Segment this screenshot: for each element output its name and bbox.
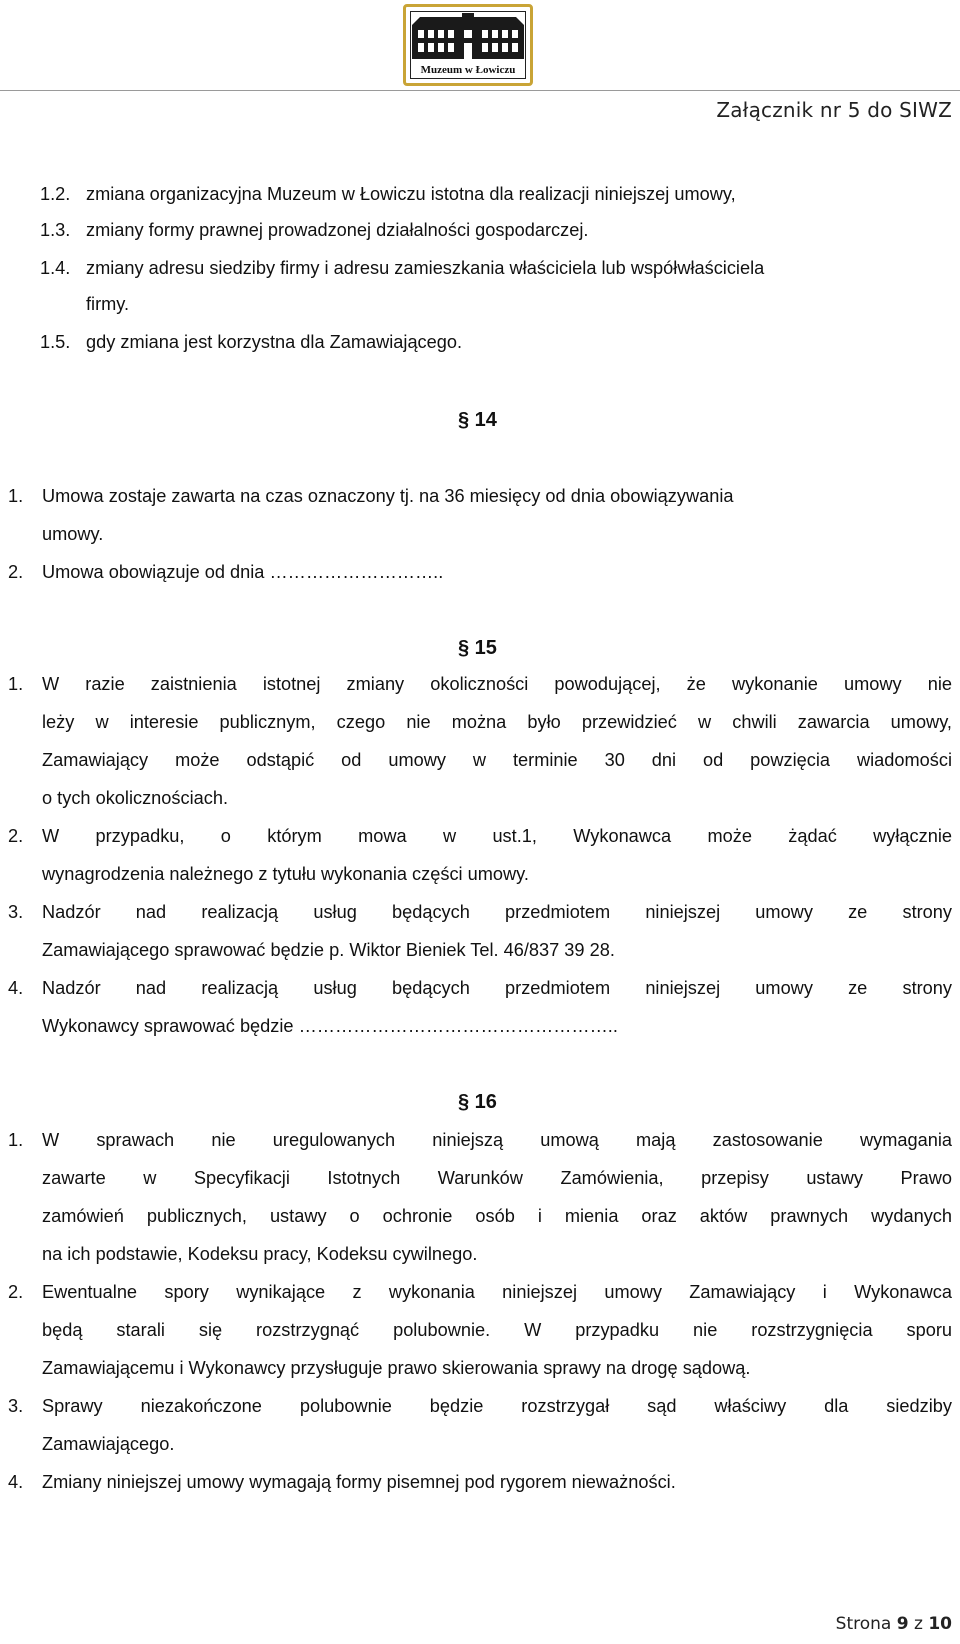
item-number: 1.4. bbox=[40, 258, 71, 278]
section-heading-14: § 14 bbox=[458, 409, 497, 431]
section-item-number: 2. bbox=[8, 1282, 24, 1302]
section-item-number: 1. bbox=[8, 486, 24, 506]
item-number: 1.3. bbox=[40, 220, 71, 240]
section-item-line: zamówień publicznych, ustawy o ochronie osób i mienia oraz aktów prawnych wydanych bbox=[42, 1206, 952, 1226]
section-item-line: Umowa zostaje zawarta na czas oznaczony tj. na 36 miesięcy od dnia obowiązywania bbox=[42, 486, 734, 506]
total-page-number: 10 bbox=[928, 1614, 952, 1634]
section-item-line: Zmiany niniejszej umowy wymagają formy pisemnej pod rygorem nieważności. bbox=[42, 1472, 676, 1492]
section-item-line: o tych okolicznościach. bbox=[42, 788, 229, 808]
item-number: 1.5. bbox=[40, 332, 71, 352]
item-text: zmiana organizacyjna Muzeum w Łowiczu istotna dla realizacji niniejszej umowy, bbox=[86, 184, 736, 204]
section-item-line: Nadzór nad realizacją usług będących przedmiotem niniejszej umowy ze strony bbox=[42, 902, 952, 922]
section-item-line: W przypadku, o którym mowa w ust.1, Wykonawca może żądać wyłącznie bbox=[42, 826, 952, 846]
item-number: 1.2. bbox=[40, 184, 71, 204]
section-item-line: zawarte w Specyfikacji Istotnych Warunków Zamówienia, przepisy ustawy Prawo bbox=[42, 1168, 952, 1188]
section-item-number: 4. bbox=[8, 1472, 24, 1492]
page-footer bbox=[836, 1614, 952, 1634]
footer-mid: z bbox=[908, 1614, 929, 1634]
section-item-line: Zamawiającego. bbox=[42, 1434, 175, 1454]
section-item-number: 2. bbox=[8, 826, 24, 846]
section-item-number: 1. bbox=[8, 1130, 24, 1150]
section-item-line: na ich podstawie, Kodeksu pracy, Kodeksu cywilnego. bbox=[42, 1244, 478, 1264]
header-divider bbox=[0, 90, 960, 91]
museum-logo bbox=[403, 4, 533, 86]
section-item-line: Ewentualne spory wynikające z wykonania niniejszej umowy Zamawiający i Wykonawca bbox=[42, 1282, 952, 1302]
section-heading-15: § 15 bbox=[458, 637, 497, 659]
section-item-line: Zamawiającego sprawować będzie p. Wiktor Bieniek Tel. 46/837 39 28. bbox=[42, 940, 615, 960]
museum-building-icon bbox=[412, 13, 524, 59]
section-item-line: W sprawach nie uregulowanych niniejszą umową mają zastosowanie wymagania bbox=[42, 1130, 952, 1150]
section-item-number: 1. bbox=[8, 674, 24, 694]
section-item-line: wynagrodzenia należnego z tytułu wykonania części umowy. bbox=[42, 864, 529, 884]
section-heading-16: § 16 bbox=[458, 1091, 497, 1113]
section-item-line: Sprawy niezakończone polubownie będzie rozstrzygał sąd właściwy dla siedziby bbox=[42, 1396, 952, 1416]
section-item-number: 4. bbox=[8, 978, 24, 998]
footer-prefix: Strona bbox=[835, 1614, 897, 1634]
logo-text: Muzeum w Łowiczu bbox=[420, 64, 516, 76]
section-item-line: Umowa obowiązuje od dnia ……………………….. bbox=[42, 562, 444, 582]
item-text: gdy zmiana jest korzystna dla Zamawiającego. bbox=[86, 332, 463, 352]
section-item-number: 2. bbox=[8, 562, 24, 582]
section-item-line: umowy. bbox=[42, 524, 104, 544]
section-item-number: 3. bbox=[8, 902, 24, 922]
attachment-label: Załącznik nr 5 do SIWZ bbox=[716, 98, 952, 122]
item-text: zmiany formy prawnej prowadzonej działalności gospodarczej. bbox=[86, 220, 589, 240]
item-text: zmiany adresu siedziby firmy i adresu zamieszkania właściciela lub współwłaściciela bbox=[86, 258, 765, 278]
section-item-line: W razie zaistnienia istotnej zmiany okoliczności powodującej, że wykonanie umowy nie bbox=[42, 674, 952, 694]
current-page-number: 9 bbox=[896, 1614, 909, 1634]
section-item-line: leży w interesie publicznym, czego nie można było przewidzieć w chwili zawarcia umowy, bbox=[42, 712, 952, 732]
section-item-line: Zamawiający może odstąpić od umowy w terminie 30 dni od powzięcia wiadomości bbox=[42, 750, 952, 770]
section-item-line: Nadzór nad realizacją usług będących przedmiotem niniejszej umowy ze strony bbox=[42, 978, 952, 998]
section-item-line: będą starali się rozstrzygnąć polubownie. W przypadku nie rozstrzygnięcia sporu bbox=[42, 1320, 952, 1340]
section-item-line: Zamawiającemu i Wykonawcy przysługuje prawo skierowania sprawy na drogę sądową. bbox=[42, 1358, 751, 1378]
item-text-continued: firmy. bbox=[86, 294, 130, 314]
section-item-line: Wykonawcy sprawować będzie …………………………………………….. bbox=[42, 1016, 618, 1036]
section-item-number: 3. bbox=[8, 1396, 24, 1416]
